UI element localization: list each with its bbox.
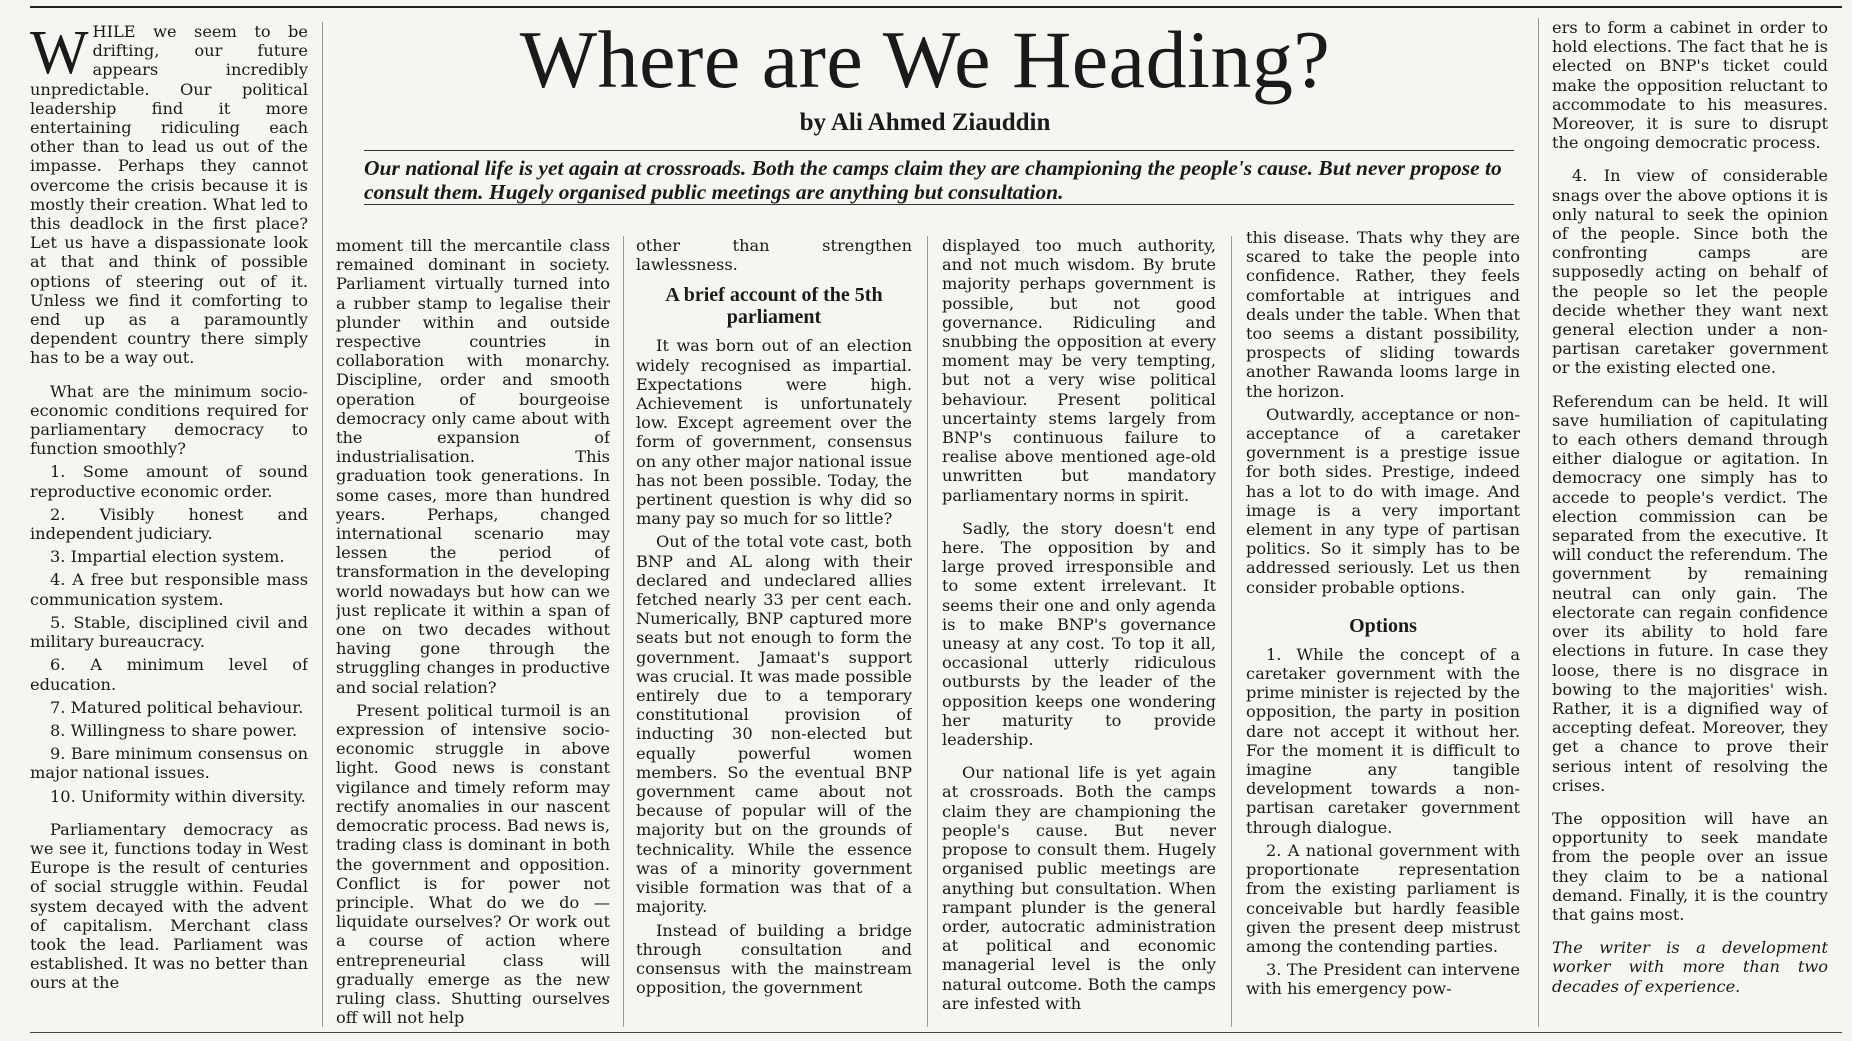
section-heading: Options bbox=[1349, 614, 1417, 637]
column-divider bbox=[1231, 236, 1232, 1027]
body-paragraph: Outwardly, acceptance or non-acceptance of a caretaker government is a prestige issue for both sides. Prestige, indeed has a lot to do with image. And image is a very important element in any type of partisan politics. So it simply has to be addressed seriously. Let us then consider probable options. bbox=[1246, 404, 1520, 597]
column-divider bbox=[927, 236, 928, 1027]
list-item: 9. Bare minimum consensus on major national issues. bbox=[30, 744, 308, 783]
body-paragraph: Referendum can be held. It will save humiliation of capitulating to each others demand through either dialogue or agitation. In democracy one simply has to accede to people's verdict. The election commission can be separated from the executive. It will conduct the referendum. The government by remaining neutral can only gain. The electorate can regain confidence over its ability to hold fare elections in future. In case they loose, there is no disgrace in bowing to the majorities' wish. Rather, it is a dignified way of accepting defeat. Moreover, they get a chance to prove their serious intent of resolving the crises. bbox=[1552, 391, 1828, 795]
deck-summary: Our national life is yet again at crossroads. Both the camps claim they are championing the people's cause. But never propose to consult them. Hugely organised public meetings are anything but consultation. bbox=[364, 156, 1502, 204]
body-paragraph: other than strengthen lawlessness. bbox=[636, 236, 912, 275]
column-5 bbox=[1246, 228, 1520, 1032]
drop-cap: W bbox=[30, 22, 89, 87]
body-paragraph: Instead of building a bridge through consultation and consensus with the mainstream opposition, the government bbox=[636, 920, 912, 998]
deck-rule-bottom bbox=[364, 204, 1514, 205]
opening-paragraph bbox=[30, 22, 308, 368]
list-item: 1. Some amount of sound reproductive economic order. bbox=[30, 462, 308, 501]
list-item: 5. Stable, disciplined civil and military bureaucracy. bbox=[30, 612, 308, 652]
list-item: 8. Willingness to share power. bbox=[50, 720, 298, 740]
body-paragraph: Present political turmoil is an expression of intensive socio-economic struggle in above light. Good news is constant vigilance and timely reform may rectify anomalies in our nascent democratic process. Bad news is, trading class is dominant in both the government and opposition. Conflict is for power not principle. What do we do — liquidate ourselves? Or work out a course of action where entrepreneurial class will gradually emerge as the new ruling class. Shutting ourselves off will not help bbox=[336, 700, 610, 1028]
list-item: 3. Impartial election system. bbox=[50, 547, 285, 567]
body-paragraph: Our national life is yet again at crossroads. Both the camps claim they are championing the people's cause. But never propose to consult them. Hugely organised public meetings are anything but consultation. When rampant plunder is the general order, autocratic administration at political and economic managerial level is the only natural outcome. Both the camps are infested with bbox=[942, 763, 1216, 1013]
column-3 bbox=[636, 236, 912, 1032]
byline: by Ali Ahmed Ziauddin bbox=[799, 109, 1051, 136]
list-item: 10. Uniformity within diversity. bbox=[50, 786, 306, 806]
column-2 bbox=[336, 236, 610, 1032]
opening-text: HILE we seem to be drifting, our future appears incredibly unpredictable. Our political leadership find it more entertaining ridiculing each other than to lead us out of the impasse. Perhaps they cannot overcome the crisis because it is mostly their creation. What led to this deadlock in the first place? Let us have a dispassionate look at that and think of possible options of steering out of it. Unless we find it comforting to end up as a paramountly dependent country there simply has to be a way out. bbox=[30, 22, 308, 368]
body-paragraph: It was born out of an election widely recognised as impartial. Expectations were high. Achievement is unfortunately low. Except agreement over the form of government, consensus on any other major national issue has not been possible. Today, the pertinent question is why did so many pay so much for so little? bbox=[636, 336, 912, 529]
body-paragraph: 4. In view of considerable snags over the above options it is only natural to seek the opinion of the people. Since both the confronting camps are supposedly acting on behalf of the people so let the people decide whether they want next general election under a non-partisan caretaker government or the existing elected one. bbox=[1552, 166, 1828, 378]
body-paragraph: this disease. Thats why they are scared to take the people into confidence. Rather, they feels comfortable at intrigues and deals under the table. When that too seems a distant possibility, prospects of sliding towards another Rawanda looms large in the horizon. bbox=[1246, 228, 1520, 401]
column-4 bbox=[942, 236, 1216, 1032]
body-paragraph: displayed too much authority, and not much wisdom. By brute majority perhaps government is possible, but not good governance. Ridiculing and snubbing the opposition at every moment may be very tempting, but not a very wise political behaviour. Present political uncertainty stems largely from BNP's continuous failure to realise above mentioned age-old unwritten but mandatory parliamentary norms in spirit. bbox=[942, 236, 1216, 505]
headline: Where are We Heading? bbox=[519, 14, 1331, 105]
deck-rule-top bbox=[364, 150, 1514, 151]
column-6 bbox=[1552, 18, 1828, 1032]
list-item: 4. A free but responsible mass communication system. bbox=[30, 570, 308, 609]
body-paragraph: 2. A national government with proportionate representation from the existing parliament is conceivable but hardly feasible given the present deep mistrust among the contending parties. bbox=[1246, 840, 1520, 956]
conditions-question: What are the minimum socio-economic conditions required for parliamentary democracy to function smoothly? bbox=[30, 381, 308, 459]
body-paragraph: ers to form a cabinet in order to hold elections. The fact that he is elected on BNP's ticket could make the opposition reluctant to accommodate to his measures. Moreover, it is sure to disrupt the ongoing democratic process. bbox=[1552, 18, 1828, 153]
list-item: 6. A minimum level of education. bbox=[30, 655, 308, 694]
body-paragraph: The opposition will have an opportunity to seek mandate from the people over an issue they claim to be a national demand. Finally, it is the country that gains most. bbox=[1552, 808, 1828, 924]
list-item: 7. Matured political behaviour. bbox=[50, 697, 304, 717]
body-paragraph: Out of the total vote cast, both BNP and AL along with their declared and undeclared allies fetched nearly 33 per cent each. Numerically, BNP captured more seats but not enough to form the government. Jamaat's support was crucial. It was made possible entirely due to a temporary constitutional provision of inducting 30 non-elected but equally powerful women members. So the eventual BNP government came about not because of popular will of the majority but on the grounds of technicality. While the essence was of a minority government visible formation was that of a majority. bbox=[636, 532, 912, 917]
author-note: The writer is a development worker with more than two decades of experience. bbox=[1552, 938, 1828, 996]
section-heading: A brief account of the 5th parliament bbox=[665, 284, 883, 329]
body-paragraph: moment till the mercantile class remained dominant in society. Parliament virtually turned into a rubber stamp to legalise their plunder within and outside respective countries in collaboration with monarchy. Discipline, order and smooth operation of bourgeoise democracy only came about with the expansion of industrialisation. This graduation took generations. In some cases, more than hundred years. Perhaps, changed international scenario may lessen the period of transformation in the developing world nowadays but how can we just replicate it within a span of one on two decades without having gone through the struggling changes in productive and social relation? bbox=[336, 236, 610, 697]
body-paragraph: 1. While the concept of a caretaker government with the prime minister is rejected by the opposition, the party in position dare not accept it without her. For the moment it is difficult to imagine any tangible development towards a non-partisan caretaker government through dialogue. bbox=[1246, 644, 1520, 837]
column-divider bbox=[1538, 18, 1539, 1027]
top-rule bbox=[30, 6, 1842, 8]
bottom-rule bbox=[30, 1032, 1842, 1033]
column-divider bbox=[322, 22, 323, 1027]
column-1 bbox=[30, 22, 308, 1032]
body-paragraph: Parliamentary democracy as we see it, functions today in West Europe is the result of centuries of social struggle within. Feudal system decayed with the advent of capitalism. Merchant class took the lead. Parliament was established. It was no better than ours at the bbox=[30, 819, 308, 993]
column-divider bbox=[623, 236, 624, 1027]
body-paragraph: 3. The President can intervene with his emergency pow- bbox=[1246, 960, 1520, 999]
body-paragraph: Sadly, the story doesn't end here. The opposition by and large proved irresponsible and to some extent irrelevant. It seems their one and only agenda is to make BNP's governance uneasy at any cost. To top it all, occasional utterly ridiculous outbursts by the leader of the opposition keeps one wondering her maturity to provide leadership. bbox=[942, 518, 1216, 750]
list-item: 2. Visibly honest and independent judiciary. bbox=[30, 504, 308, 544]
